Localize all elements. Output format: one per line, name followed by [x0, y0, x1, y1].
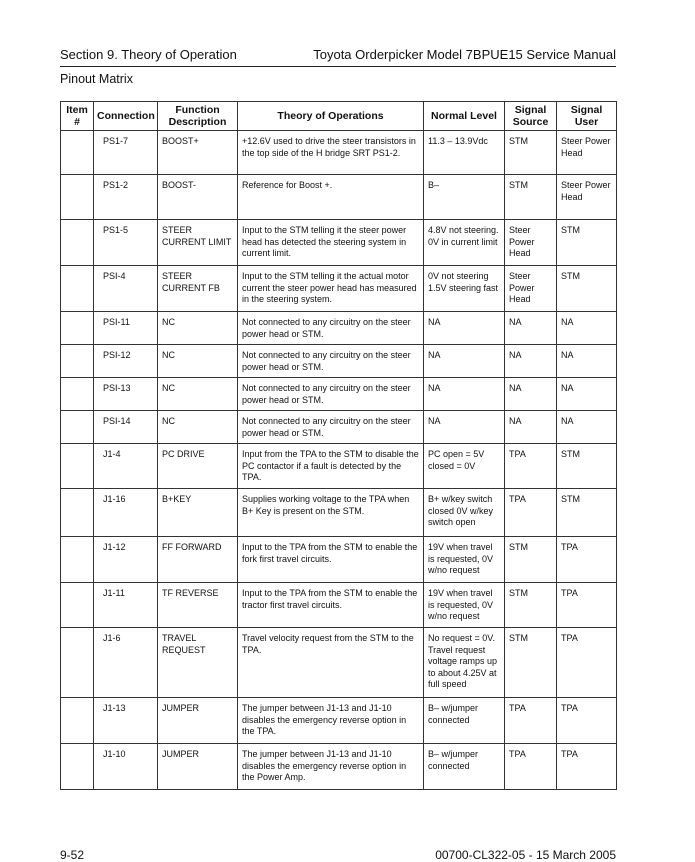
cell-connection: PSI-11 — [94, 312, 158, 345]
table-row — [61, 131, 617, 175]
cell-theory: The jumper between J1-13 and J1-10 disables the emergency reverse option in the TPA. — [238, 698, 424, 744]
cell-user: NA — [557, 345, 617, 378]
cell-level: No request = 0V. Travel request voltage ramps up to about 4.25V at full speed — [424, 628, 505, 698]
cell-level: PC open = 5V closed = 0V — [424, 444, 505, 489]
cell-item — [61, 537, 94, 583]
table-row — [61, 744, 617, 790]
cell-source: NA — [505, 378, 557, 411]
cell-source: STM — [505, 583, 557, 628]
cell-source: Steer Power Head — [505, 266, 557, 312]
cell-source: Steer Power Head — [505, 220, 557, 266]
table-row — [61, 583, 617, 628]
cell-item — [61, 175, 94, 220]
cell-connection: PSI-13 — [94, 378, 158, 411]
table-row — [61, 411, 617, 444]
cell-source: STM — [505, 175, 557, 220]
cell-theory: Travel velocity request from the STM to the TPA. — [238, 628, 424, 698]
cell-connection: PS1-2 — [94, 175, 158, 220]
cell-user: NA — [557, 411, 617, 444]
cell-source: TPA — [505, 744, 557, 790]
cell-user: TPA — [557, 628, 617, 698]
cell-function: NC — [158, 312, 238, 345]
cell-theory: Input from the TPA to the STM to disable the PC contactor if a fault is detected by the TPA. — [238, 444, 424, 489]
cell-item — [61, 131, 94, 175]
col-header-function: Function Description — [158, 102, 238, 131]
cell-connection: PS1-7 — [94, 131, 158, 175]
cell-theory: Input to the TPA from the STM to enable the fork first travel circuits. — [238, 537, 424, 583]
cell-item — [61, 583, 94, 628]
cell-source: NA — [505, 411, 557, 444]
cell-connection: J1-4 — [94, 444, 158, 489]
col-header-item: Item # — [61, 102, 94, 131]
cell-level: B– w/jumper connected — [424, 698, 505, 744]
cell-function: STEER CURRENT FB — [158, 266, 238, 312]
cell-theory: Input to the STM telling it the steer power head has detected the steering system in current limit. — [238, 220, 424, 266]
cell-level: 19V when travel is requested, 0V w/no request — [424, 537, 505, 583]
cell-user: STM — [557, 489, 617, 537]
cell-user: NA — [557, 312, 617, 345]
cell-source: STM — [505, 131, 557, 175]
cell-function: JUMPER — [158, 744, 238, 790]
cell-source: TPA — [505, 698, 557, 744]
cell-connection: J1-11 — [94, 583, 158, 628]
cell-item — [61, 266, 94, 312]
cell-level: 4.8V not steering. 0V in current limit — [424, 220, 505, 266]
cell-theory: Not connected to any circuitry on the steer power head or STM. — [238, 312, 424, 345]
table-row — [61, 266, 617, 312]
cell-function: JUMPER — [158, 698, 238, 744]
cell-theory: Reference for Boost +. — [238, 175, 424, 220]
cell-user: STM — [557, 266, 617, 312]
cell-user: STM — [557, 444, 617, 489]
cell-user: TPA — [557, 698, 617, 744]
table-row — [61, 220, 617, 266]
cell-level: B– w/jumper connected — [424, 744, 505, 790]
cell-theory: The jumper between J1-13 and J1-10 disables the emergency reverse option in the Power Amp. — [238, 744, 424, 790]
cell-theory: Input to the TPA from the STM to enable the tractor first travel circuits. — [238, 583, 424, 628]
pinout-matrix-table — [60, 101, 617, 790]
cell-source: NA — [505, 345, 557, 378]
cell-connection: J1-6 — [94, 628, 158, 698]
cell-source: TPA — [505, 489, 557, 537]
table-header-row — [61, 102, 617, 131]
cell-level: NA — [424, 312, 505, 345]
cell-item — [61, 744, 94, 790]
cell-user: Steer Power Head — [557, 175, 617, 220]
cell-item — [61, 345, 94, 378]
cell-item — [61, 411, 94, 444]
cell-item — [61, 378, 94, 411]
cell-connection: PS1-5 — [94, 220, 158, 266]
cell-connection: J1-13 — [94, 698, 158, 744]
table-row — [61, 378, 617, 411]
cell-function: BOOST- — [158, 175, 238, 220]
table-row — [61, 345, 617, 378]
col-header-source: Signal Source — [505, 102, 557, 131]
cell-source: STM — [505, 628, 557, 698]
cell-connection: J1-10 — [94, 744, 158, 790]
cell-theory: Not connected to any circuitry on the steer power head or STM. — [238, 345, 424, 378]
cell-theory: Not connected to any circuitry on the steer power head or STM. — [238, 411, 424, 444]
cell-function: BOOST+ — [158, 131, 238, 175]
page-subtitle: Pinout Matrix — [60, 72, 133, 86]
table-row — [61, 312, 617, 345]
cell-item — [61, 628, 94, 698]
cell-item — [61, 489, 94, 537]
cell-function: NC — [158, 378, 238, 411]
cell-function: STEER CURRENT LIMIT — [158, 220, 238, 266]
cell-user: NA — [557, 378, 617, 411]
cell-level: 0V not steering 1.5V steering fast — [424, 266, 505, 312]
cell-function: FF FORWARD — [158, 537, 238, 583]
cell-function: TF REVERSE — [158, 583, 238, 628]
document-number: 00700-CL322-05 - 15 March 2005 — [435, 848, 616, 862]
cell-connection: PSI-12 — [94, 345, 158, 378]
cell-source: STM — [505, 537, 557, 583]
page-header — [60, 46, 616, 67]
cell-item — [61, 312, 94, 345]
cell-connection: J1-12 — [94, 537, 158, 583]
cell-level: NA — [424, 378, 505, 411]
cell-level: 11.3 – 13.9Vdc — [424, 131, 505, 175]
cell-theory: Not connected to any circuitry on the steer power head or STM. — [238, 378, 424, 411]
cell-level: NA — [424, 411, 505, 444]
table-row — [61, 628, 617, 698]
cell-theory: Input to the STM telling it the actual motor current the steer power head has measured in the steering system. — [238, 266, 424, 312]
cell-item — [61, 220, 94, 266]
col-header-theory: Theory of Operations — [238, 102, 424, 131]
cell-theory: +12.6V used to drive the steer transistors in the top side of the H bridge SRT PS1-2. — [238, 131, 424, 175]
table-row — [61, 698, 617, 744]
cell-source: TPA — [505, 444, 557, 489]
cell-user: TPA — [557, 537, 617, 583]
cell-user: STM — [557, 220, 617, 266]
cell-level: B– — [424, 175, 505, 220]
cell-function: PC DRIVE — [158, 444, 238, 489]
cell-connection: PSI-14 — [94, 411, 158, 444]
cell-user: TPA — [557, 583, 617, 628]
col-header-level: Normal Level — [424, 102, 505, 131]
section-title: Section 9. Theory of Operation — [60, 47, 237, 62]
cell-level: 19V when travel is requested, 0V w/no request — [424, 583, 505, 628]
cell-source: NA — [505, 312, 557, 345]
cell-connection: PSI-4 — [94, 266, 158, 312]
col-header-connection: Connection — [94, 102, 158, 131]
cell-function: NC — [158, 411, 238, 444]
table-row — [61, 175, 617, 220]
manual-title: Toyota Orderpicker Model 7BPUE15 Service Manual — [313, 47, 616, 62]
table-row — [61, 537, 617, 583]
cell-user: Steer Power Head — [557, 131, 617, 175]
cell-item — [61, 698, 94, 744]
cell-item — [61, 444, 94, 489]
cell-function: NC — [158, 345, 238, 378]
page-number: 9-52 — [60, 848, 85, 862]
cell-function: TRAVEL REQUEST — [158, 628, 238, 698]
table-row — [61, 489, 617, 537]
cell-function: B+KEY — [158, 489, 238, 537]
cell-user: TPA — [557, 744, 617, 790]
cell-level: NA — [424, 345, 505, 378]
cell-connection: J1-16 — [94, 489, 158, 537]
col-header-user: Signal User — [557, 102, 617, 131]
cell-theory: Supplies working voltage to the TPA when B+ Key is present on the STM. — [238, 489, 424, 537]
table-row — [61, 444, 617, 489]
cell-level: B+ w/key switch closed 0V w/key switch open — [424, 489, 505, 537]
